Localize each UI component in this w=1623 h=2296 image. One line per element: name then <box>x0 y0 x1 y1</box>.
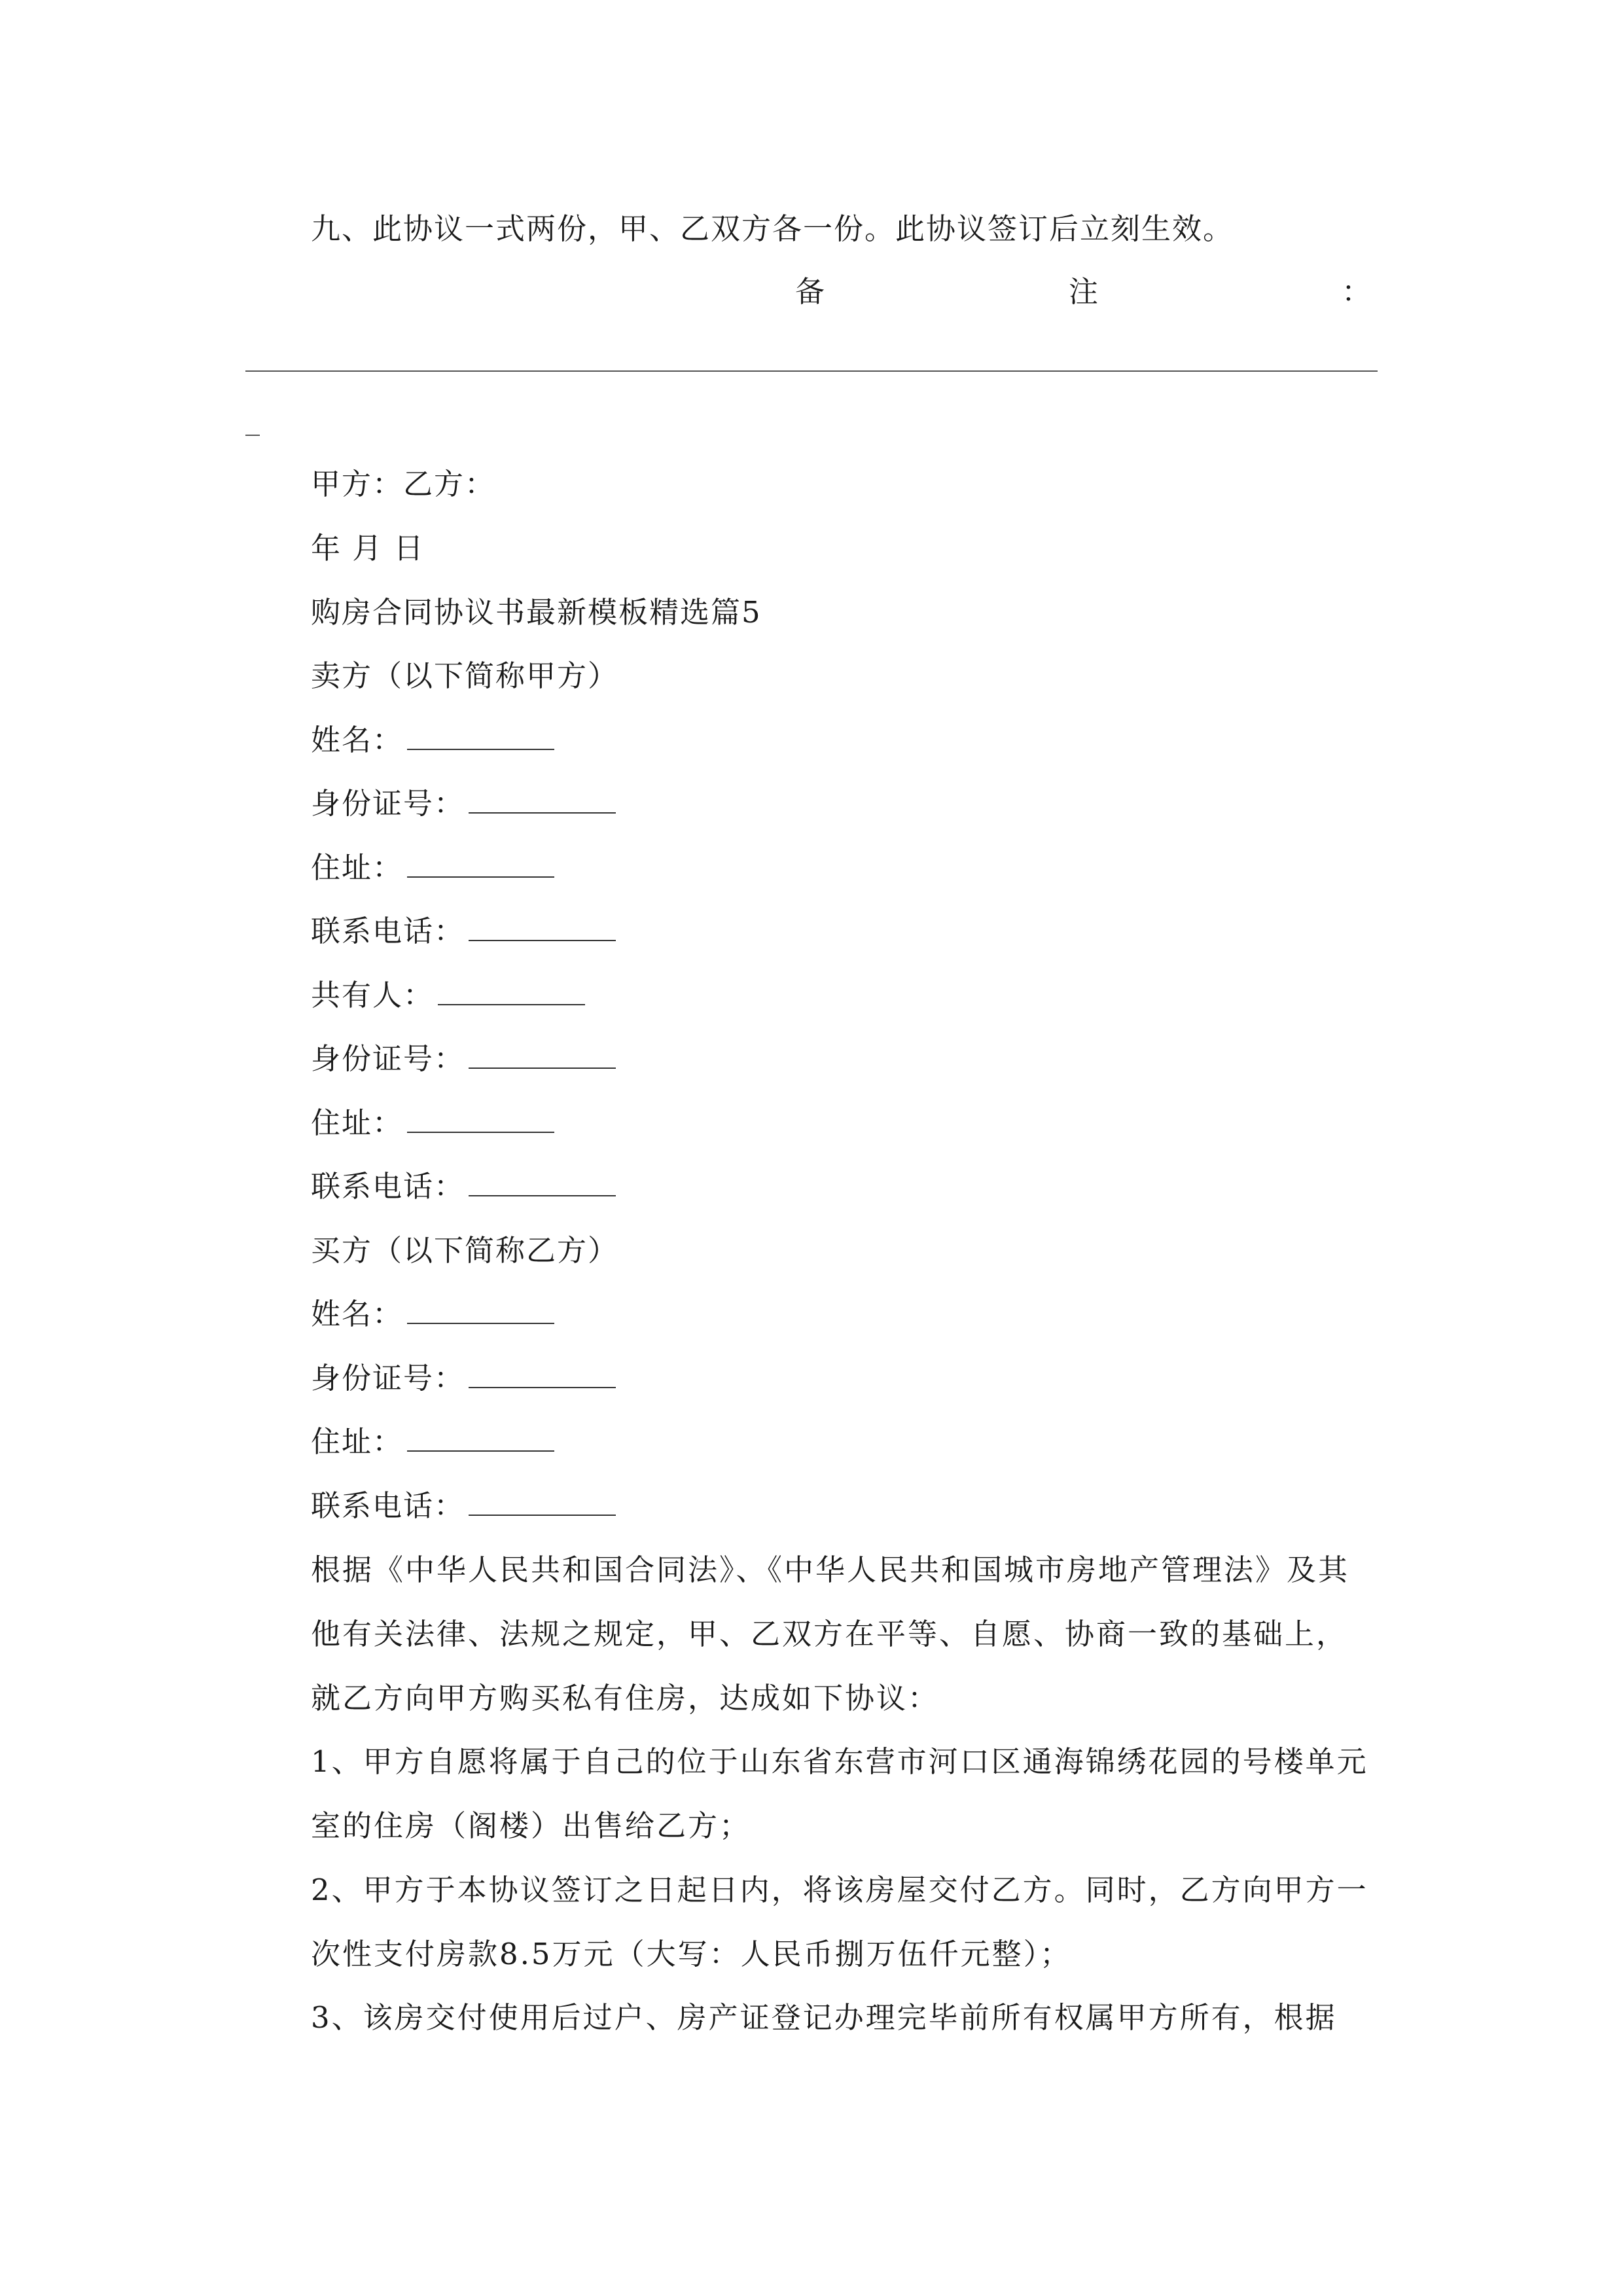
buyer-id-field <box>311 1360 616 1397</box>
blank-line <box>469 1361 616 1388</box>
clause-2-text: 2、甲方于本协议签订之日起日内，将该房屋交付乙方。同时，乙方向甲方一次性支付房款8.5万元（大写：人民币捌万伍仟元整）； <box>311 1873 1368 1971</box>
section-title: 购房合同协议书最新模板精选篇5 <box>311 595 762 630</box>
field-label: 姓名： <box>311 1297 404 1331</box>
co-owner-address-field <box>311 1105 554 1141</box>
preamble-paragraph <box>245 1538 1378 1731</box>
clause-3-text: 3、该房交付使用后过户、房产证登记办理完毕前所有权属甲方所有，根据 <box>311 2000 1337 2035</box>
remark-colon: ： <box>1342 274 1372 309</box>
signature-date: 年 月 日 <box>311 531 425 565</box>
blank-line <box>438 978 585 1005</box>
field-label: 身份证号： <box>311 1041 465 1076</box>
blank-line <box>469 914 616 941</box>
field-label: 身份证号： <box>311 786 465 821</box>
blank-line <box>469 1041 616 1069</box>
seller-id-field <box>311 785 616 822</box>
remark-label-char2: 注 <box>1069 274 1099 309</box>
blank-line <box>407 1424 554 1452</box>
co-owner-id-field <box>311 1041 616 1077</box>
co-owner-phone-field <box>311 1168 616 1205</box>
seller-name-field <box>311 722 554 759</box>
field-label: 住址： <box>311 850 404 885</box>
remark-fill-line <box>245 370 1378 372</box>
blank-line <box>407 723 554 750</box>
preamble-text: 根据《中华人民共和国合同法》、《中华人民共和国城市房地产管理法》及其他有关法律、法规之规定，甲、乙双方在平等、自愿、协商一致的基础上，就乙方向甲方购买私有住房，达成如下协议： <box>311 1552 1350 1715</box>
seller-phone-field <box>311 913 616 950</box>
co-owner-field <box>311 977 585 1014</box>
field-label: 姓名： <box>311 723 404 757</box>
buyer-name-field <box>311 1296 554 1333</box>
clause-9: 九、此协议一式两份，甲、乙双方各一份。此协议签订后立刻生效。 <box>311 211 1234 246</box>
blank-line <box>469 1169 616 1196</box>
blank-line <box>407 1297 554 1324</box>
field-label: 共有人： <box>311 978 435 1013</box>
field-label: 住址： <box>311 1105 404 1140</box>
field-label: 联系电话： <box>311 1488 465 1523</box>
clause-1-paragraph <box>245 1730 1378 1858</box>
field-label: 联系电话： <box>311 914 465 948</box>
clause-3-paragraph <box>245 1986 1378 2050</box>
signature-parties: 甲方：乙方： <box>311 467 496 501</box>
blank-line <box>407 1105 554 1133</box>
blank-line <box>469 786 616 814</box>
buyer-heading: 买方（以下简称乙方） <box>311 1233 619 1268</box>
buyer-address-field <box>311 1424 554 1460</box>
seller-address-field <box>311 850 554 886</box>
blank-line <box>469 1488 616 1516</box>
seller-heading: 卖方（以下简称甲方） <box>311 658 619 693</box>
field-label: 住址： <box>311 1424 404 1459</box>
clause-2-paragraph <box>245 1858 1378 1986</box>
remark-label-char1: 备 <box>795 274 825 309</box>
field-label: 身份证号： <box>311 1361 465 1395</box>
clause-1-text: 1、甲方自愿将属于自己的位于山东省东营市河口区通海锦绣花园的号楼单元室的住房（阁楼）出售给乙方； <box>311 1744 1368 1843</box>
blank-line <box>407 850 554 878</box>
buyer-phone-field <box>311 1488 616 1524</box>
remark-line-end-mark <box>245 435 260 436</box>
field-label: 联系电话： <box>311 1169 465 1204</box>
